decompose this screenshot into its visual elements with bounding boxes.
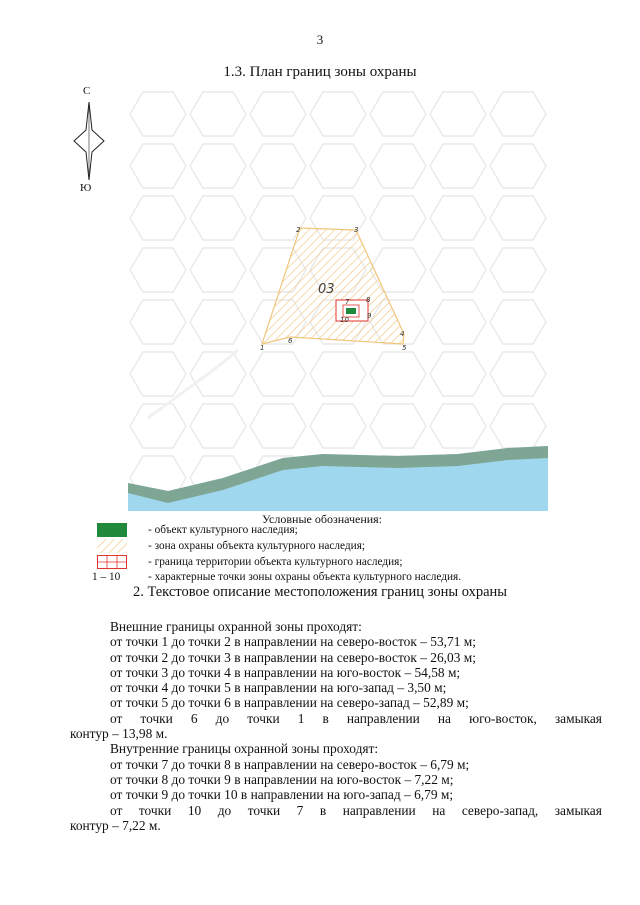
word: направлении: [346, 710, 420, 726]
outer-heading: Внешние границы охранной зоны проходят:: [110, 619, 362, 634]
word: точки: [247, 802, 281, 818]
word: 7: [296, 802, 304, 818]
north-arrow-icon: [72, 100, 106, 182]
outer-last-tail: контур – 13,98 м.: [70, 726, 168, 742]
zone-label: 03: [318, 282, 335, 297]
word: замыкая: [554, 710, 602, 726]
word: направлении: [342, 802, 416, 818]
word: на: [437, 710, 452, 726]
inner-line: от точки 8 до точки 9 в направлении на юго-восток – 7,22 м;: [110, 771, 454, 787]
legend-text: - зона охраны объекта культурного наследия;: [148, 540, 366, 552]
word: до: [217, 802, 232, 818]
word: замыкая: [554, 802, 602, 818]
legend-title: Условные обозначения:: [262, 512, 383, 526]
inner-last-line: [70, 803, 602, 818]
point-label-9: 9: [367, 312, 372, 320]
legend-text: - характерные точки зоны охраны объекта культурного наследия.: [148, 571, 462, 583]
word: 6: [190, 710, 198, 726]
word: точки: [247, 710, 280, 726]
heritage-object: [346, 308, 356, 314]
inner-line: от точки 7 до точки 8 в направлении на северо-восток – 6,79 м;: [110, 756, 470, 772]
outer-line: от точки 4 до точки 5 в направлении на юго-запад – 3,50 м;: [110, 680, 447, 696]
outer-line: от точки 1 до точки 2 в направлении на северо-восток – 53,71 м;: [110, 634, 476, 650]
word: до: [215, 710, 230, 726]
point-label-5: 5: [402, 344, 407, 352]
points-range-label: 1 – 10: [92, 571, 121, 583]
point-label-4: 4: [400, 330, 405, 338]
word: точки: [140, 710, 173, 726]
word: в: [319, 802, 327, 818]
site-plan-map: [128, 88, 548, 511]
point-label-3: 3: [354, 226, 359, 234]
compass-north-label: С: [83, 85, 91, 97]
point-label-6: 6: [288, 337, 293, 345]
section-title: 2. Текстовое описание местоположения границ зоны охраны: [132, 584, 508, 600]
outer-line: от точки 2 до точки 3 в направлении на северо-восток – 26,03 м;: [110, 649, 476, 665]
object-fill-icon: [97, 523, 127, 537]
outer-line: от точки 5 до точки 6 в направлении на северо-запад – 52,89 м;: [110, 695, 469, 711]
legend-item-object: [92, 523, 592, 539]
outer-line: от точки 3 до точки 4 в направлении на юго-восток – 54,58 м;: [110, 664, 461, 680]
inner-line: от точки 9 до точки 10 в направлении на юго-запад – 6,79 м;: [110, 787, 454, 803]
legend-item-boundary: [92, 555, 592, 571]
page-number: 3: [316, 32, 324, 47]
word: юго-восток,: [469, 710, 537, 726]
word: точки: [138, 802, 172, 818]
word: на: [432, 802, 446, 818]
point-label-7: 7: [345, 298, 350, 306]
word: 1: [297, 710, 305, 726]
point-label-2: 2: [296, 226, 301, 234]
map-title: 1.3. План границ зоны охраны: [223, 64, 417, 80]
zone-hatch-icon: [97, 539, 127, 553]
legend-text: - граница территории объекта культурного наследия;: [148, 556, 403, 568]
compass-south-label: Ю: [80, 182, 92, 194]
point-label-8: 8: [366, 296, 371, 304]
word: в: [322, 710, 329, 726]
inner-heading: Внутренние границы охранной зоны проходят:: [110, 741, 379, 757]
point-label-10: 10: [340, 316, 349, 324]
boundary-description: [70, 619, 602, 833]
point-label-1: 1: [260, 344, 265, 352]
word: северо-запад,: [461, 802, 539, 818]
word: от: [110, 802, 123, 818]
boundary-grid-icon: [97, 555, 127, 569]
word: от: [110, 710, 123, 726]
inner-last-tail: контур – 7,22 м.: [70, 817, 161, 833]
word: 10: [187, 802, 202, 818]
outer-last-line: [70, 711, 602, 726]
legend-item-zone: [92, 539, 592, 555]
legend-text: - объект культурного наследия;: [148, 524, 298, 536]
